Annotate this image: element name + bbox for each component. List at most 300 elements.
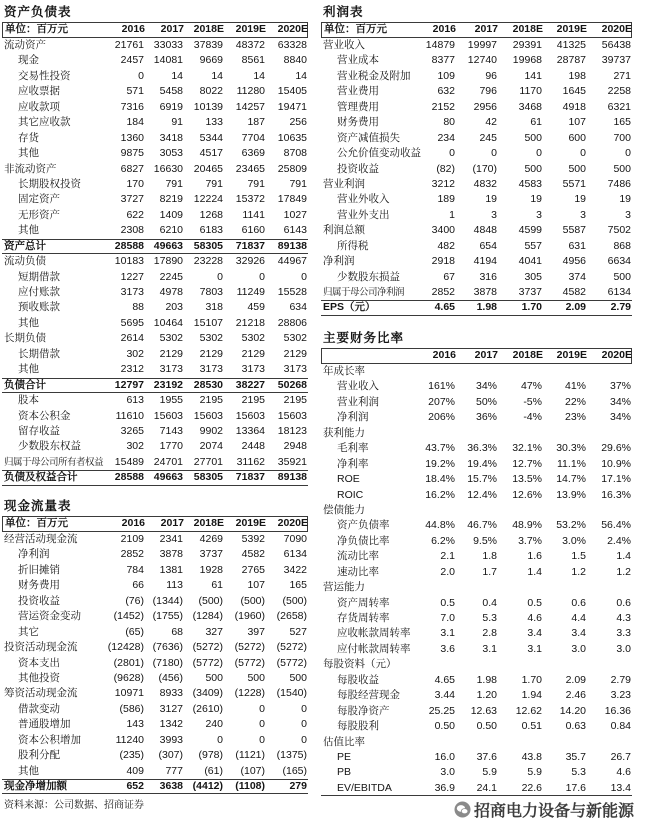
table-row [2, 38, 308, 53]
value-cell: 0 [301, 270, 307, 283]
row-label: 存货周转率 [337, 612, 390, 624]
value-cell: 141 [524, 69, 542, 82]
table-row [321, 410, 632, 425]
value-cell: 25.25 [428, 704, 455, 717]
row-label: EPS（元） [323, 301, 376, 314]
table-row [321, 192, 632, 207]
table-row [2, 347, 308, 362]
table-row [2, 470, 308, 485]
year-header: 2018E [512, 23, 543, 35]
value-cell: 32.1% [512, 442, 542, 455]
value-cell: -4% [523, 411, 542, 424]
value-cell: 3.4 [571, 627, 586, 640]
value-cell: 5392 [241, 533, 265, 545]
value-cell: 1360 [120, 131, 144, 144]
value-cell: 1409 [159, 208, 183, 221]
table-row [321, 596, 632, 611]
value-cell: 5302 [241, 332, 265, 345]
value-cell: 207% [428, 395, 455, 408]
row-label: 折旧摊销 [18, 563, 60, 576]
value-cell: 56438 [601, 39, 631, 51]
value-cell: 6143 [283, 224, 307, 237]
value-cell: 1342 [159, 718, 183, 731]
value-cell: 5.9 [527, 766, 542, 779]
row-label: 应收款项 [18, 100, 60, 113]
table-row [2, 84, 308, 99]
year-header: 2018E [193, 23, 224, 35]
value-cell: 16.3% [601, 488, 631, 501]
value-cell: 7502 [607, 224, 631, 237]
value-cell: 15107 [193, 316, 223, 329]
value-cell: 4.6 [527, 612, 542, 624]
row-label: 资产周转率 [337, 596, 390, 609]
value-cell: 2195 [241, 394, 265, 407]
value-cell: 2195 [283, 394, 307, 407]
value-cell: 28787 [556, 54, 586, 67]
value-cell: 8219 [159, 193, 183, 206]
table-row [321, 503, 632, 518]
value-cell: 12.6% [512, 488, 542, 501]
value-cell: 0.63 [565, 720, 586, 733]
value-cell: 4.4 [571, 612, 586, 624]
unit-label: 单位：百万元 [324, 23, 387, 35]
value-cell: 527 [289, 625, 307, 638]
value-cell: 48.9% [512, 519, 542, 532]
value-cell: 14 [295, 69, 307, 82]
table-header [321, 22, 632, 38]
row-label: 资产减值损失 [337, 131, 400, 144]
income-statement-table [321, 22, 632, 316]
row-label: EV/EBITDA [337, 781, 392, 794]
value-cell: 17890 [153, 255, 183, 268]
year-header: 2019E [235, 23, 266, 35]
table-row [321, 100, 632, 115]
value-cell: 0.5 [527, 596, 542, 609]
table-row [321, 688, 632, 703]
value-cell: 0.6 [571, 596, 586, 609]
value-cell: 234 [437, 131, 455, 144]
row-label: 长期股权投资 [18, 177, 81, 190]
table-row [321, 580, 632, 595]
value-cell: 50% [475, 395, 497, 408]
value-cell: (5772) [276, 656, 307, 669]
value-cell: 3 [580, 208, 586, 221]
value-cell: 2956 [473, 100, 497, 113]
table-row [321, 441, 632, 456]
value-cell: 88 [132, 301, 144, 314]
value-cell: 0.51 [521, 720, 542, 733]
row-label: 净利率 [337, 457, 369, 470]
value-cell: 19.4% [467, 457, 497, 470]
value-cell: (1375) [276, 749, 307, 762]
row-label: 每股经营现金 [337, 689, 400, 702]
value-cell: (5272) [276, 641, 307, 654]
value-cell: 15.7% [467, 473, 497, 486]
row-label: 投资收益 [337, 162, 379, 175]
value-cell: 1.4 [616, 550, 631, 563]
value-cell: 6210 [159, 224, 183, 237]
table-header [2, 22, 308, 38]
value-cell: (500) [282, 594, 307, 607]
value-cell: 10635 [277, 131, 307, 144]
value-cell: 2109 [120, 533, 144, 545]
row-label: 应付帐款周转率 [337, 642, 411, 655]
value-cell: (7180) [152, 656, 183, 669]
row-label: 流动比率 [337, 550, 379, 563]
row-label: 毛利率 [337, 442, 369, 455]
value-cell: 0 [625, 147, 631, 160]
table-row [321, 765, 632, 780]
value-cell: 1.7 [482, 565, 497, 578]
value-cell: 63328 [277, 39, 307, 51]
value-cell: 10183 [114, 255, 144, 268]
value-cell: 3.1 [440, 627, 455, 640]
row-label: 资本公积金 [18, 409, 71, 422]
value-cell: 2308 [120, 224, 144, 237]
value-cell: 16.36 [604, 704, 631, 717]
value-cell: 16630 [153, 162, 183, 175]
value-cell: 3400 [431, 224, 455, 237]
value-cell: 31162 [236, 455, 265, 468]
value-cell: 96 [485, 69, 497, 82]
table-row [2, 285, 308, 300]
wechat-icon [454, 801, 471, 818]
value-cell: 42 [485, 116, 497, 129]
value-cell: 39737 [601, 54, 631, 67]
value-cell: 23465 [235, 162, 265, 175]
value-cell: 41325 [556, 39, 586, 51]
value-cell: 61 [530, 116, 542, 129]
cash-flow-section [2, 497, 308, 794]
table-row [321, 69, 632, 84]
value-cell: 12.4% [467, 488, 497, 501]
value-cell: 10971 [114, 687, 144, 700]
value-cell: 557 [524, 239, 542, 252]
value-cell: 1.4 [527, 565, 542, 578]
row-label: 应收票据 [18, 85, 60, 98]
value-cell: 19997 [467, 39, 497, 51]
value-cell: 161% [428, 380, 455, 393]
value-cell: 13.9% [556, 488, 586, 501]
value-cell: (1344) [152, 594, 183, 607]
value-cell: 28530 [193, 378, 223, 391]
row-label: 营业收入 [337, 380, 379, 393]
row-label: 每股净资产 [337, 704, 390, 717]
value-cell: 3173 [283, 363, 307, 376]
value-cell: (76) [125, 594, 144, 607]
table-row [2, 547, 308, 562]
row-label: 其他投资 [18, 671, 60, 684]
row-label: 管理费用 [337, 100, 379, 113]
value-cell: 22.6 [521, 781, 542, 794]
row-label: ROIC [337, 488, 364, 501]
year-header: 2019E [556, 23, 587, 35]
value-cell: 1 [449, 208, 455, 221]
row-label: 营业外支出 [337, 208, 390, 221]
table-row [321, 719, 632, 734]
value-cell: 3 [625, 208, 631, 221]
value-cell: 11.1% [557, 457, 586, 470]
value-cell: 107 [247, 579, 265, 592]
value-cell: 1.8 [482, 550, 497, 563]
value-cell: (165) [282, 764, 307, 777]
value-cell: 1170 [519, 85, 542, 98]
table-row [321, 673, 632, 688]
table-row [321, 611, 632, 626]
cash-flow-table [2, 516, 308, 794]
value-cell: 14 [171, 69, 183, 82]
value-cell: 7803 [199, 286, 223, 298]
value-cell: 3127 [159, 702, 183, 715]
value-cell: 34% [609, 411, 631, 424]
value-cell: (1284) [192, 610, 223, 623]
table-row [321, 735, 632, 750]
table-row [321, 208, 632, 223]
value-cell: 5.3 [571, 766, 586, 779]
value-cell: (4412) [192, 780, 223, 792]
value-cell: 143 [126, 718, 144, 731]
value-cell: 14.7% [556, 473, 586, 486]
value-cell: 1770 [159, 440, 183, 453]
value-cell: 3737 [518, 286, 542, 298]
year-header: 2017 [474, 349, 498, 361]
row-label: 其他 [18, 764, 39, 777]
value-cell: 47% [520, 380, 542, 393]
year-header: 2019E [235, 517, 266, 529]
row-label: 投资收益 [18, 594, 60, 607]
row-label: 现金净增加额 [4, 780, 67, 792]
value-cell: 7316 [120, 100, 144, 113]
row-label: 公允价值变动收益 [337, 147, 421, 160]
value-cell: 7704 [241, 131, 265, 144]
row-label: PE [337, 750, 352, 763]
value-cell: 3878 [473, 286, 497, 298]
table-row [2, 424, 308, 439]
value-cell: 6369 [241, 147, 265, 160]
value-cell: 4.3 [616, 612, 631, 624]
value-cell: 2.09 [565, 673, 586, 686]
value-cell: 91 [171, 116, 183, 129]
row-label: 归属于母公司净利润 [323, 287, 405, 298]
row-label: 每股股利 [337, 720, 379, 733]
value-cell: 5695 [120, 316, 144, 329]
value-cell: 22% [564, 395, 586, 408]
value-cell: 11240 [115, 733, 144, 746]
value-cell: 7.0 [440, 612, 455, 624]
value-cell: 71837 [235, 471, 265, 484]
value-cell: 2074 [199, 440, 223, 453]
value-cell: 11610 [115, 409, 144, 422]
value-cell: 2152 [431, 100, 455, 113]
value-cell: 46.7% [467, 519, 497, 532]
row-label: 营业费用 [337, 85, 379, 98]
value-cell: 302 [126, 440, 144, 453]
source-note: 资料来源：公司数据、招商证券 [4, 800, 144, 811]
row-label: ROE [337, 473, 360, 486]
row-label: 其他 [18, 316, 39, 329]
value-cell: 12224 [193, 193, 223, 206]
value-cell: 316 [479, 270, 497, 283]
row-label: 资产负债率 [337, 519, 390, 532]
value-cell: 6160 [241, 224, 265, 237]
table-row [321, 488, 632, 503]
value-cell: 11280 [236, 85, 265, 98]
watermark [454, 799, 634, 819]
value-cell: 7143 [159, 424, 183, 437]
value-cell: 1.94 [521, 689, 542, 702]
row-label: 偿债能力 [323, 503, 365, 516]
value-cell: 4582 [562, 286, 586, 298]
table-row [321, 84, 632, 99]
value-cell: 33033 [153, 39, 183, 51]
value-cell: 4599 [518, 224, 542, 237]
table-row [2, 578, 308, 593]
value-cell: 44.8% [425, 519, 455, 532]
ratios-section [321, 329, 632, 796]
value-cell: (2610) [192, 702, 223, 715]
table-row [2, 594, 308, 609]
value-cell: 3737 [199, 548, 223, 561]
value-cell: 0 [259, 718, 265, 731]
value-cell: 500 [613, 270, 631, 283]
value-cell: 302 [126, 347, 144, 360]
value-cell: 49663 [153, 239, 183, 252]
value-cell: 868 [613, 239, 631, 252]
row-label: 净利润 [18, 548, 50, 561]
value-cell: 5302 [283, 332, 307, 345]
row-label: 非流动资产 [4, 162, 57, 175]
value-cell: (2801) [113, 656, 144, 669]
value-cell: 613 [126, 394, 144, 407]
value-cell: 6634 [607, 255, 631, 268]
value-cell: 327 [205, 625, 223, 638]
value-cell: 2129 [283, 347, 307, 360]
row-label: 固定资产 [18, 193, 60, 206]
value-cell: (65) [125, 625, 144, 638]
value-cell: (978) [198, 749, 223, 762]
value-cell: 6919 [159, 100, 183, 113]
table-row [321, 704, 632, 719]
value-cell: 374 [568, 270, 586, 283]
value-cell: 571 [126, 85, 144, 98]
value-cell: 2.1 [440, 550, 455, 563]
table-row [321, 534, 632, 549]
table-row [2, 100, 308, 115]
value-cell: 7486 [607, 177, 631, 190]
value-cell: 631 [568, 239, 586, 252]
table-row [2, 686, 308, 701]
value-cell: 32926 [235, 255, 265, 268]
table-row [2, 239, 308, 254]
value-cell: 3.0 [571, 642, 586, 655]
value-cell: 29391 [512, 39, 542, 51]
year-header: 2018E [193, 517, 224, 529]
value-cell: 0 [491, 147, 497, 160]
value-cell: 2.09 [565, 301, 586, 314]
value-cell: 8840 [283, 54, 307, 67]
table-row [2, 331, 308, 346]
value-cell: 2195 [199, 394, 223, 407]
value-cell: 15405 [277, 85, 307, 98]
table-row [2, 455, 308, 470]
value-cell: 500 [247, 671, 265, 684]
value-cell: (107) [240, 764, 265, 777]
value-cell: 3422 [283, 563, 307, 576]
value-cell: 3.4 [527, 627, 542, 640]
value-cell: 2457 [120, 54, 144, 67]
row-label: 营运资金变动 [18, 610, 81, 623]
value-cell: 28588 [114, 239, 144, 252]
value-cell: 5344 [199, 131, 223, 144]
value-cell: 0 [259, 733, 265, 746]
row-label: 筹资活动现金流 [4, 687, 78, 700]
value-cell: 28806 [277, 316, 307, 329]
value-cell: 500 [289, 671, 307, 684]
value-cell: 4582 [241, 548, 265, 561]
row-label: 获利能力 [323, 426, 365, 439]
value-cell: 0 [301, 702, 307, 715]
table-row [321, 285, 632, 300]
value-cell: 3053 [159, 147, 183, 160]
row-label: 净负债比率 [337, 534, 390, 547]
table-row [2, 208, 308, 223]
value-cell: 3173 [199, 363, 223, 376]
value-cell: (9628) [113, 671, 144, 684]
table-row [321, 426, 632, 441]
value-cell: 1.2 [616, 565, 631, 578]
income-statement-section [321, 3, 632, 316]
value-cell: 3993 [159, 733, 183, 746]
table-row [321, 549, 632, 564]
row-label: 净利润 [323, 255, 355, 268]
value-cell: 0 [259, 270, 265, 283]
table-row [2, 439, 308, 454]
value-cell: (3409) [192, 687, 223, 700]
value-cell: 19968 [512, 54, 542, 67]
value-cell: 203 [165, 301, 183, 314]
table-row [2, 640, 308, 655]
value-cell: 0 [301, 718, 307, 731]
year-header: 2016 [432, 23, 456, 35]
table-row [321, 162, 632, 177]
value-cell: 652 [126, 780, 144, 792]
value-cell: 500 [613, 162, 631, 175]
value-cell: (1540) [276, 687, 307, 700]
value-cell: 1.20 [476, 689, 497, 702]
value-cell: 8561 [241, 54, 265, 67]
table-row [2, 270, 308, 285]
value-cell: 500 [524, 162, 542, 175]
value-cell: 20465 [193, 162, 223, 175]
value-cell: 25809 [277, 162, 307, 175]
value-cell: 34% [609, 395, 631, 408]
value-cell: 1.70 [521, 301, 542, 314]
row-label: 利润总额 [323, 224, 365, 237]
value-cell: 19 [574, 193, 586, 206]
row-label: 每股收益 [337, 673, 379, 686]
value-cell: 41% [564, 380, 586, 393]
ratios-title: 主要财务比率 [323, 331, 405, 345]
row-label: 流动负债 [4, 255, 46, 268]
value-cell: 30.3% [556, 442, 586, 455]
year-header: 2017 [160, 517, 184, 529]
value-cell: 23228 [193, 255, 223, 268]
table-row [321, 472, 632, 487]
value-cell: 4269 [199, 533, 223, 545]
value-cell: 5302 [159, 332, 183, 345]
value-cell: 3.6 [440, 642, 455, 655]
table-row [2, 702, 308, 717]
